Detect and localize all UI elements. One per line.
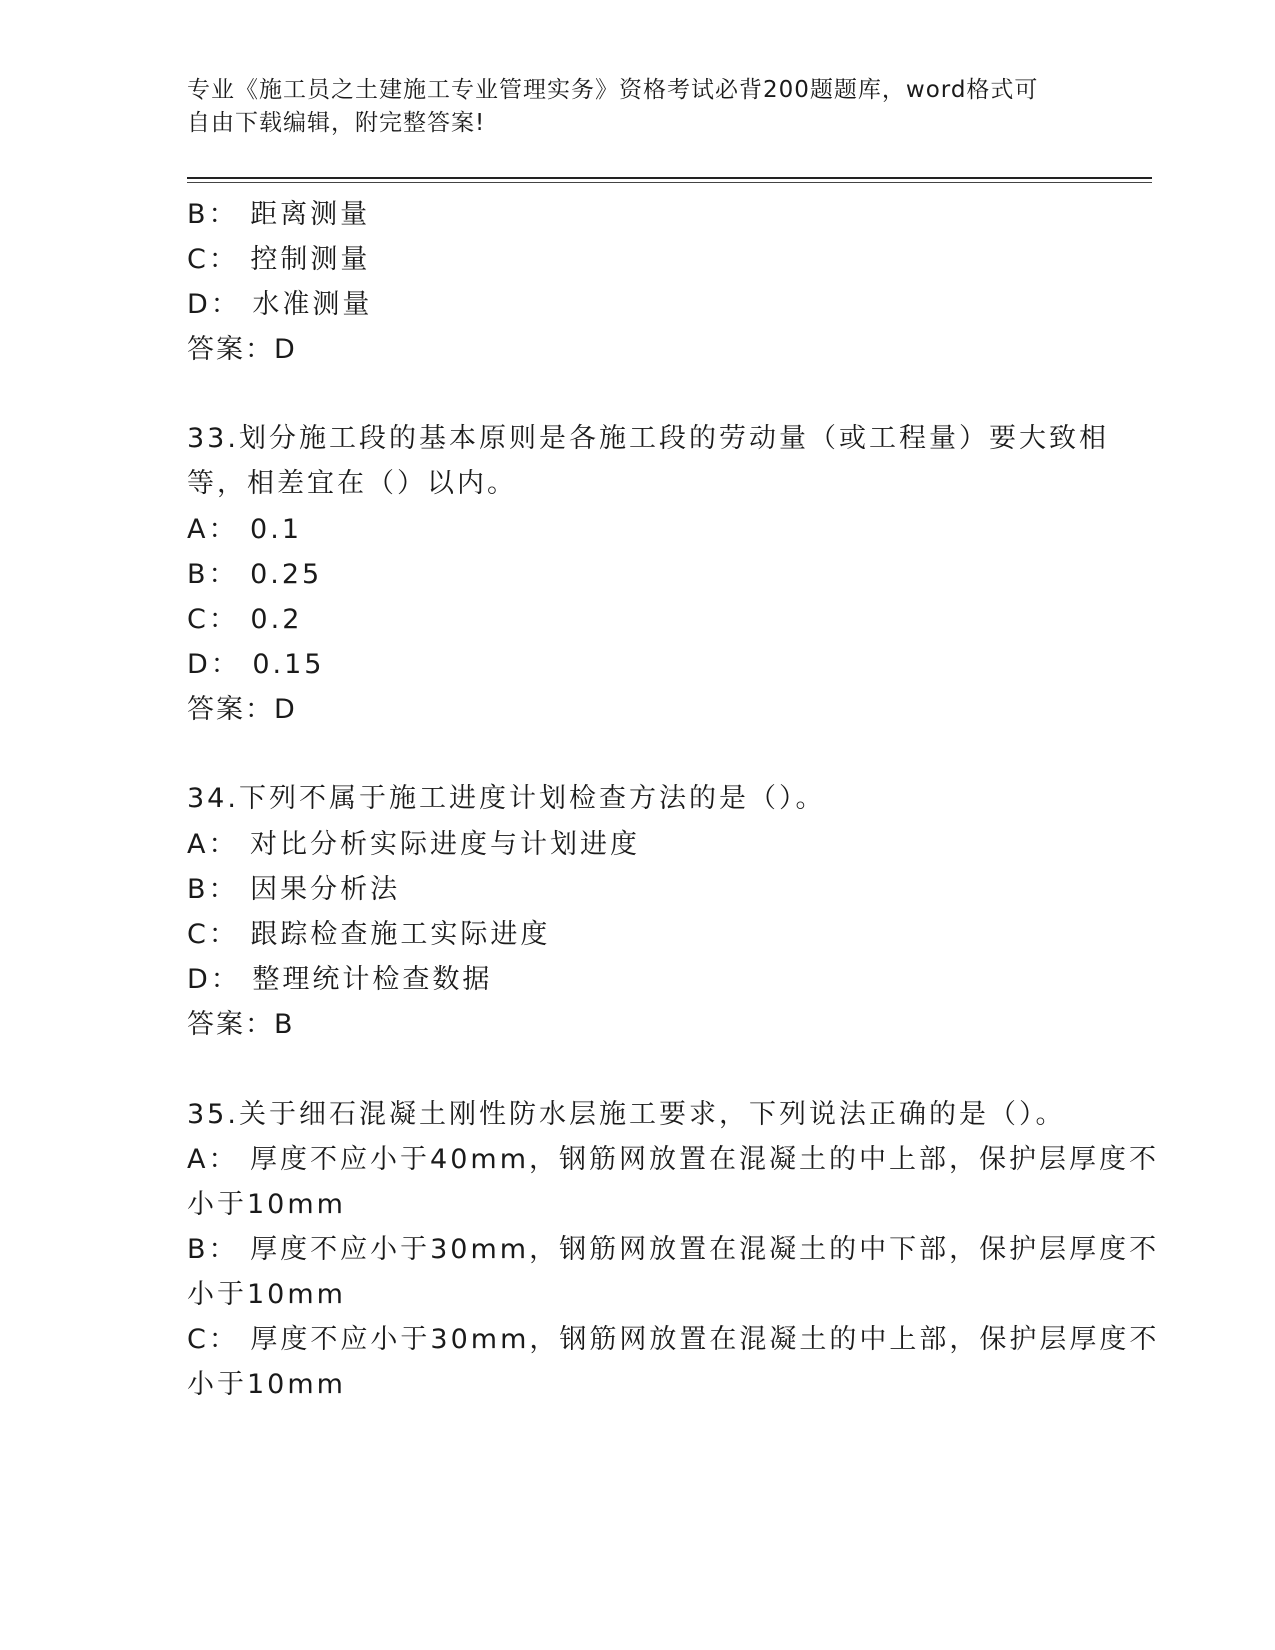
q34-option-d: D： 整理统计检查数据 [187, 964, 493, 995]
q33-option-c: C： 0.2 [187, 604, 303, 635]
header-rule-thin [187, 182, 1152, 183]
q34-option-b: B： 因果分析法 [187, 874, 401, 905]
q35-option-c-line-2: 小于10mm [187, 1369, 346, 1400]
q33-stem-line-2: 等，相差宜在（）以内。 [187, 468, 517, 499]
q33-option-a: A： 0.1 [187, 514, 302, 545]
q35-stem: 35.关于细石混凝土刚性防水层施工要求，下列说法正确的是（）。 [187, 1099, 1066, 1130]
header-line-2: 自由下载编辑，附完整答案! [187, 110, 486, 136]
header-rule-thick [187, 177, 1152, 179]
q34-stem: 34.下列不属于施工进度计划检查方法的是（）。 [187, 783, 826, 814]
q35-option-a-line-1: A： 厚度不应小于40mm，钢筋网放置在混凝土的中上部，保护层厚度不 [187, 1144, 1160, 1175]
q34-option-a: A： 对比分析实际进度与计划进度 [187, 829, 641, 860]
prev-option-b: B： 距离测量 [187, 199, 371, 230]
q33-option-b: B： 0.25 [187, 559, 323, 590]
prev-option-d: D： 水准测量 [187, 289, 373, 320]
q33-option-d: D： 0.15 [187, 649, 325, 680]
header-line-1: 专业《施工员之土建施工专业管理实务》资格考试必背200题题库，word格式可 [187, 77, 1039, 103]
q35-option-c-line-1: C： 厚度不应小于30mm，钢筋网放置在混凝土的中上部，保护层厚度不 [187, 1324, 1160, 1355]
q35-option-b-line-2: 小于10mm [187, 1279, 346, 1310]
q33-answer: 答案：D [187, 694, 297, 725]
q34-answer: 答案：B [187, 1009, 295, 1040]
q35-option-b-line-1: B： 厚度不应小于30mm，钢筋网放置在混凝土的中下部，保护层厚度不 [187, 1234, 1160, 1265]
document-header [187, 74, 1067, 140]
q34-option-c: C： 跟踪检查施工实际进度 [187, 919, 551, 950]
q33-stem-line-1: 33.划分施工段的基本原则是各施工段的劳动量（或工程量）要大致相 [187, 423, 1109, 454]
q35-option-a-line-2: 小于10mm [187, 1189, 346, 1220]
prev-answer: 答案：D [187, 334, 297, 365]
prev-option-c: C： 控制测量 [187, 244, 371, 275]
